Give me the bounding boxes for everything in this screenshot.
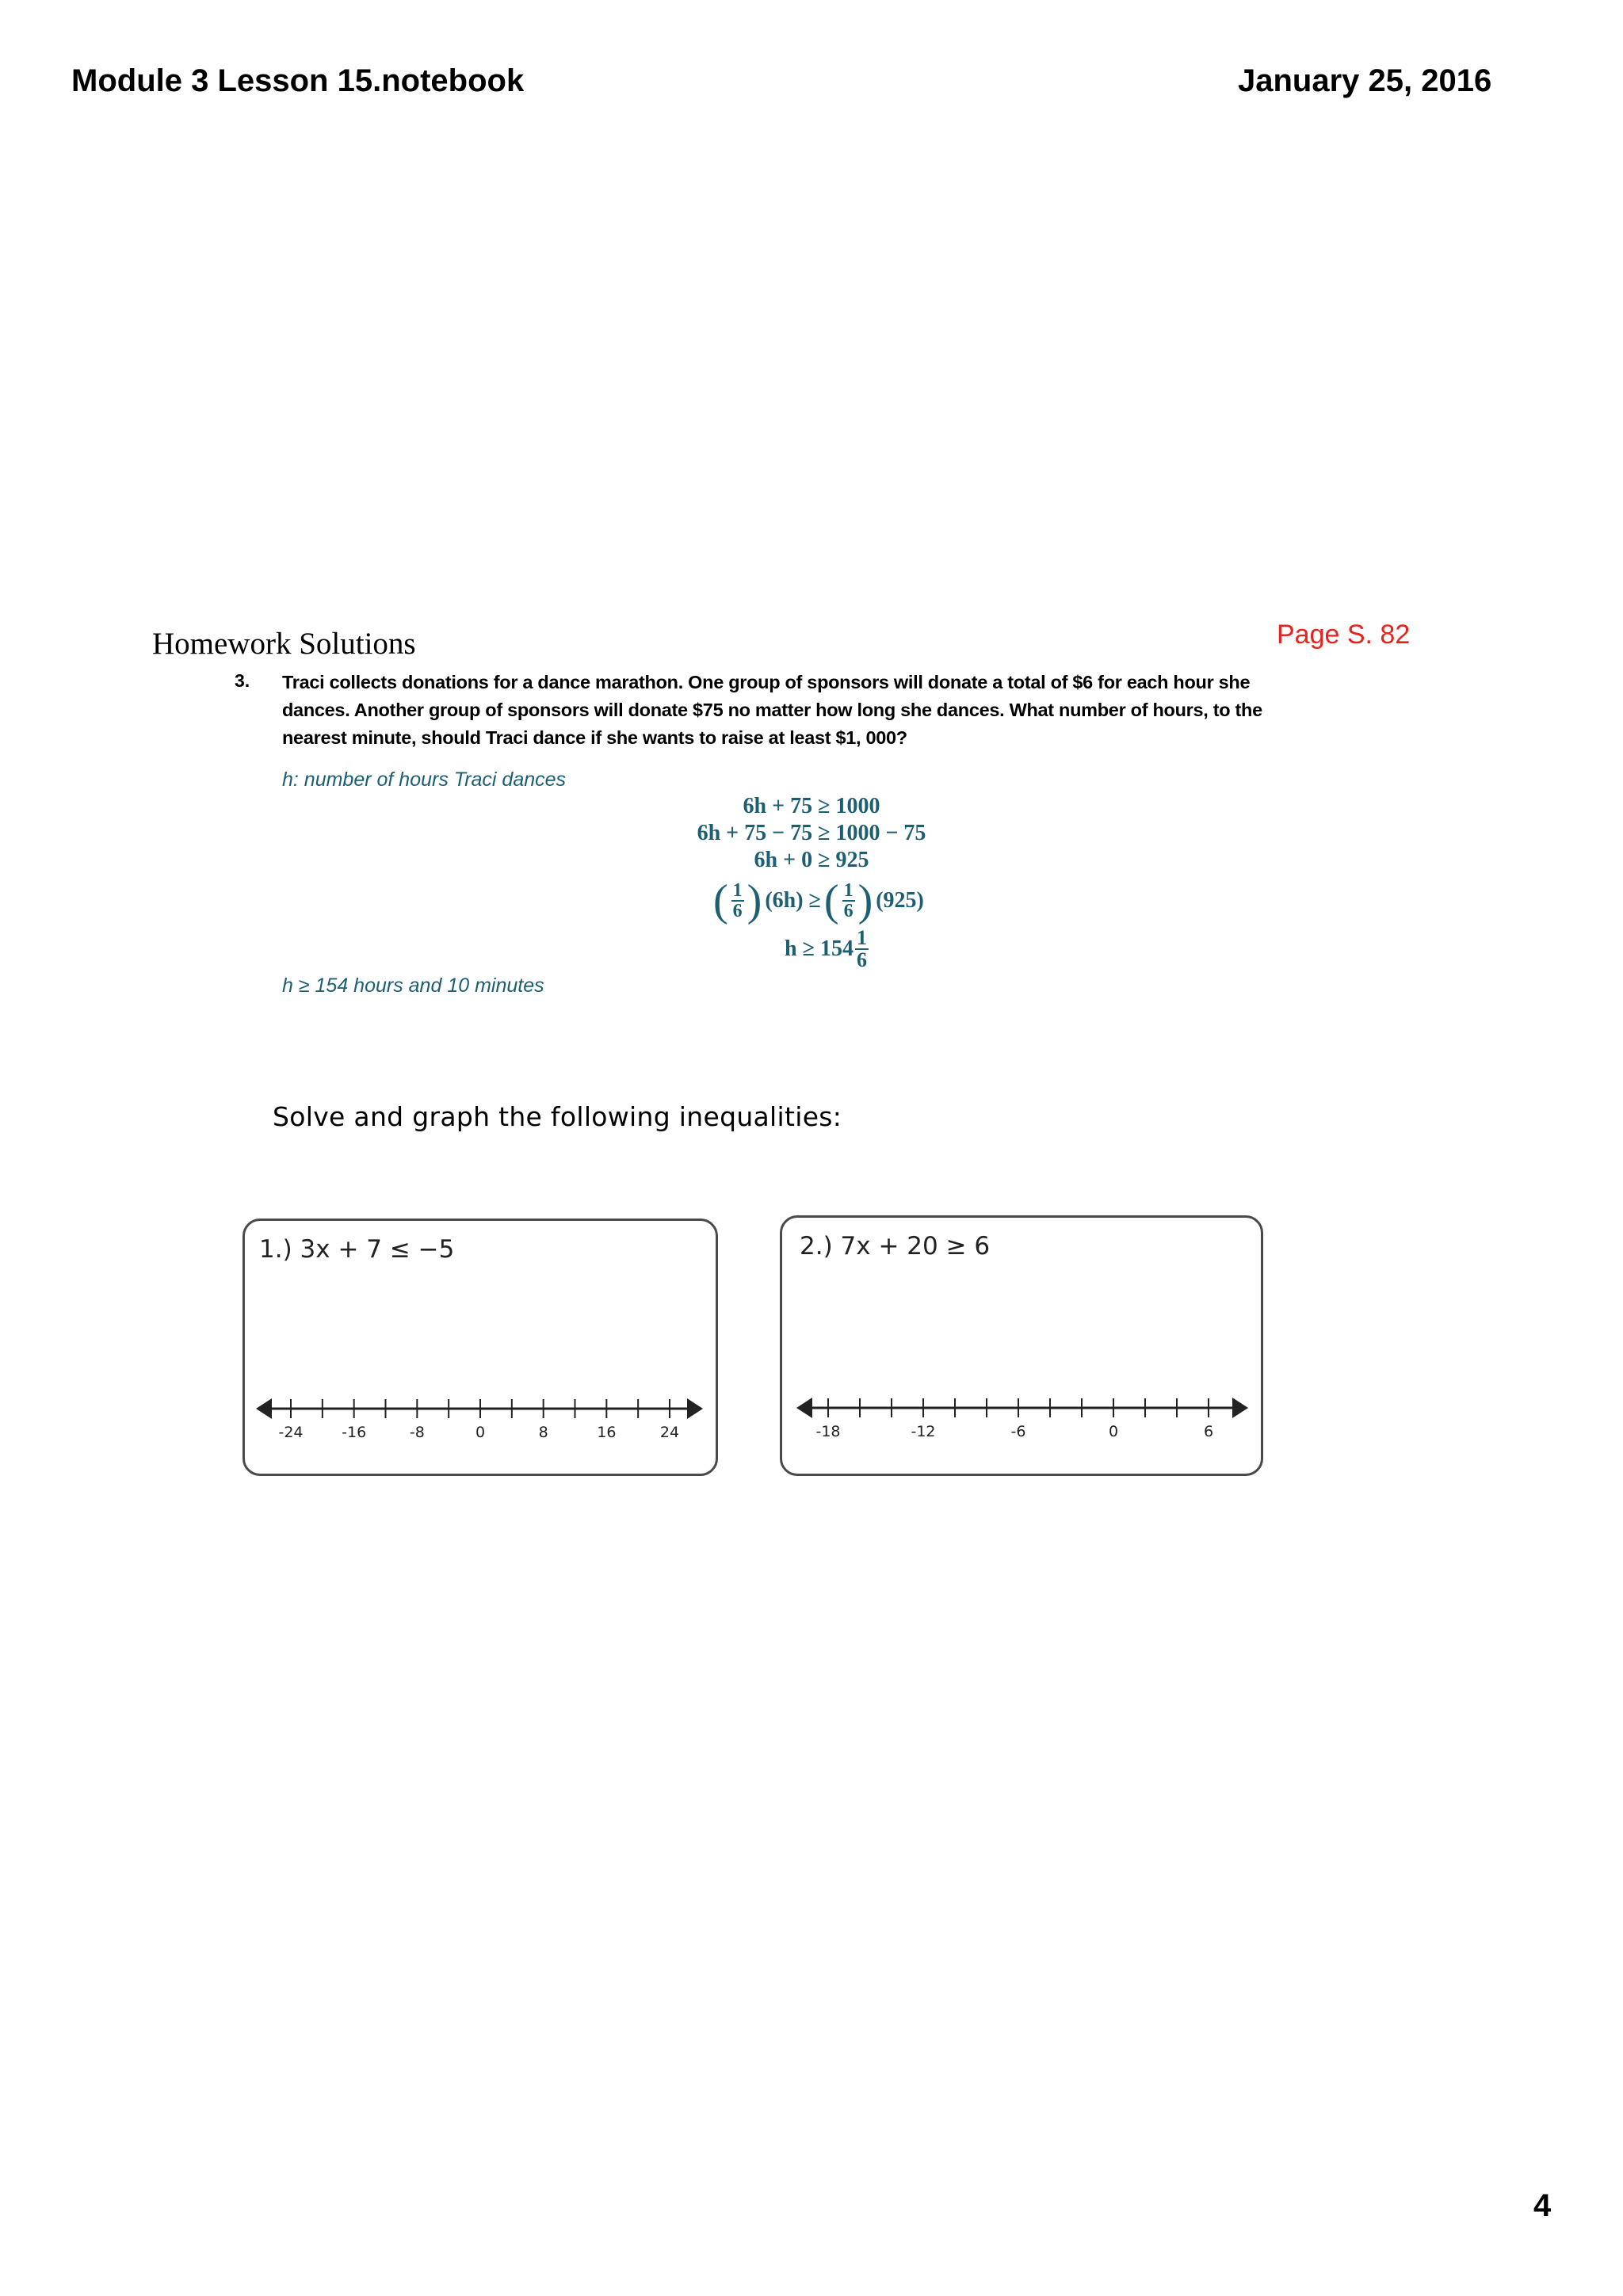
exercise-heading: Solve and graph the following inequalities: (273, 1101, 842, 1132)
tick-label: 6 (1203, 1423, 1214, 1440)
left-arrow-icon (796, 1398, 812, 1418)
section-title: Homework Solutions (152, 627, 416, 661)
page-number: 4 (1533, 2188, 1552, 2223)
tick-label: 16 (597, 1424, 617, 1441)
problem-statement (282, 669, 1262, 752)
right-arrow-icon (687, 1398, 703, 1419)
tick-label: 8 (538, 1424, 548, 1441)
tick-label: -12 (911, 1423, 936, 1440)
tick-label: -6 (1010, 1423, 1026, 1440)
solution-step: 6h + 0 ≥ 925 (754, 848, 869, 872)
exercise-label: 1.) 3x + 7 ≤ −5 (259, 1235, 455, 1264)
tick-label: 0 (475, 1424, 486, 1441)
tick-label: -18 (815, 1423, 841, 1440)
final-answer: h ≥ 154 hours and 10 minutes (282, 974, 544, 997)
exercise-label: 2.) 7x + 20 ≥ 6 (800, 1232, 991, 1261)
solution-step-multiply: ( $\frac{1}{6}$ ) (6h) ≥ ( $\frac{1}{6}$ ) (925) (713, 876, 924, 925)
problem-line: dances. Another group of sponsors will donate $75 no matter how long she dances. What number of hours, to the (282, 700, 1262, 720)
notebook-title: Module 3 Lesson 15.notebook (71, 63, 525, 98)
page-date: January 25, 2016 (1238, 63, 1492, 98)
tick-label: 24 (659, 1424, 680, 1441)
problem-line: Traci collects donations for a dance marathon. One group of sponsors will donate a total of $6 for each hour she (282, 672, 1251, 692)
problem-line: nearest minute, should Traci dance if she wants to raise at least $1, 000? (282, 727, 907, 748)
exercise-box-1 (242, 1219, 718, 1476)
solution-step: 6h + 75 − 75 ≥ 1000 − 75 (697, 821, 926, 845)
tick-label: 0 (1108, 1423, 1119, 1440)
solution-step-result: h ≥ 154 $\frac{1}{6}$ (785, 926, 867, 971)
page-reference: Page S. 82 (1277, 620, 1411, 650)
number-line-2[interactable] (782, 1218, 1261, 1474)
left-arrow-icon (256, 1398, 272, 1419)
number-line-1[interactable] (245, 1221, 716, 1474)
right-arrow-icon (1232, 1398, 1248, 1418)
tick-label: -24 (278, 1424, 304, 1441)
tick-label: -8 (409, 1424, 425, 1441)
tick-label: -16 (342, 1424, 367, 1441)
problem-number: 3. (235, 670, 250, 691)
variable-definition: h: number of hours Traci dances (282, 769, 567, 791)
exercise-box-2 (780, 1215, 1263, 1476)
solution-step: 6h + 75 ≥ 1000 (743, 794, 880, 818)
